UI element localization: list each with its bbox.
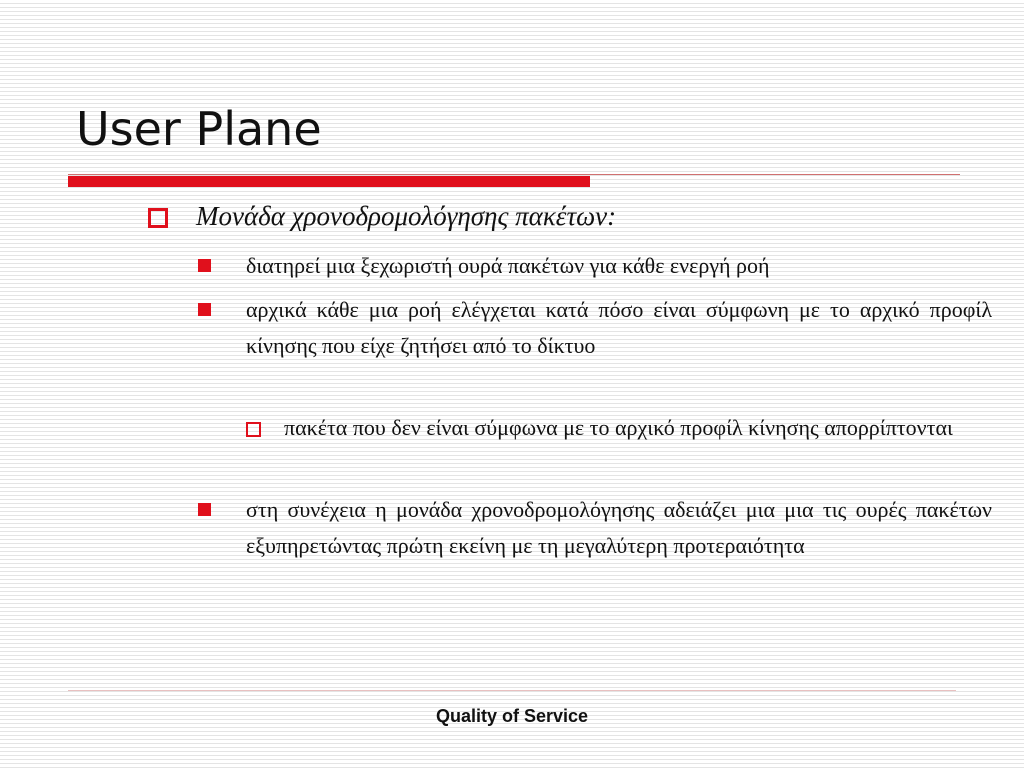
bullet-text: στη συνέχεια η μονάδα χρονοδρομολόγησης αδειάζει μια μια τις ουρές πακέτων εξυπηρετώντας πρώτη εκείνη με τη μεγαλύτερη προτεραιότητα bbox=[246, 497, 992, 558]
filled-square-icon bbox=[198, 503, 211, 516]
bullet-text: διατηρεί μια ξεχωριστή ουρά πακέτων για κάθε ενεργή ροή bbox=[246, 253, 770, 278]
bullet-text: αρχικά κάθε μια ροή ελέγχεται κατά πόσο είναι σύμφωνη με το αρχικό προφίλ κίνησης που είχε ζητήσει από το δίκτυο bbox=[246, 297, 992, 358]
footer-divider-line bbox=[68, 690, 956, 691]
filled-square-icon bbox=[198, 259, 211, 272]
bullet-text: πακέτα που δεν είναι σύμφωνα με το αρχικό προφίλ κίνησης απορρίπτονται bbox=[284, 415, 953, 440]
title-divider-line bbox=[68, 174, 960, 175]
hollow-square-icon bbox=[148, 208, 168, 228]
bullet-level3 bbox=[246, 410, 992, 446]
bullet-level1 bbox=[148, 198, 928, 234]
filled-square-icon bbox=[198, 303, 211, 316]
bullet-level2 bbox=[198, 492, 992, 564]
slide-footer: Quality of Service bbox=[435, 706, 589, 726]
bullet-text: Μονάδα χρονοδρομολόγησης πακέτων: bbox=[196, 201, 617, 231]
title-accent-bar bbox=[68, 176, 590, 187]
slide-title: User Plane bbox=[76, 102, 322, 156]
bullet-level2 bbox=[198, 292, 992, 364]
hollow-square-icon bbox=[246, 422, 261, 437]
bullet-level2 bbox=[198, 248, 992, 284]
